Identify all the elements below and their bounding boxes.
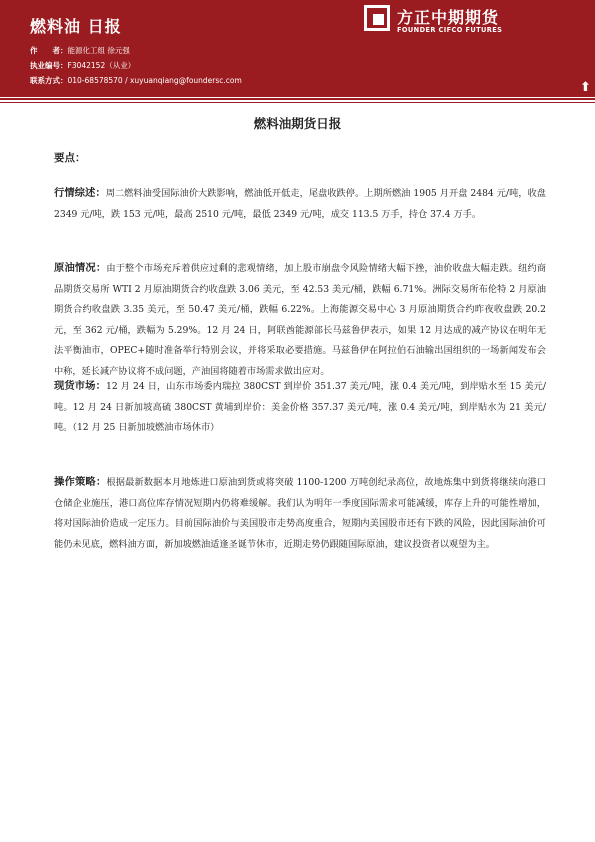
logo-chinese-name: 方正中期期货 (397, 8, 500, 27)
key-points-heading: 要点： (54, 152, 86, 164)
section-heading: 原油情况： (54, 262, 107, 274)
section-heading: 行情综述： (54, 187, 106, 199)
section-heading: 现货市场： (54, 380, 106, 392)
header-divider (0, 98, 595, 100)
up-arrow-icon[interactable]: ⬆ (580, 80, 591, 95)
header-banner (0, 0, 595, 97)
section-heading: 操作策略： (54, 476, 107, 488)
author-line (30, 45, 130, 56)
section-crude-oil (54, 258, 546, 382)
section-body: 根据最新数据本月地炼进口原油到货或将突破 1100-1200 万吨创纪录高位，故地炼集中到货将继续向港口仓储企业施压，港口高位库存情况短期内仍将难缓解。我们认为明年一季度国际需求可能减缓，库存上升的可能性增加，将对国际油价造成一定压力。目前国际油价与美国股市走势高度重合，短期内美国股市还有下跌的风险，因此国际油价可能仍未见底，燃料油方面，新加坡燃油适逢圣诞节休市，近期走势仍跟随国际原油，建议投资者以观望为主。 (54, 477, 546, 550)
contact-line (30, 75, 242, 86)
section-body: 周二燃料油受国际油价大跌影响，燃油低开低走，尾盘收跌停。上期所燃油 1905 月开盘 2484 元/吨，收盘 2349 元/吨，跌 153 元/吨，最高 2510 元/吨，最低 2349 元/吨，成交 113.5 万手，持仓 37.4 万手。 (54, 188, 546, 220)
section-spot-market (54, 376, 546, 439)
author-label: 作 者： (30, 46, 68, 55)
section-market-overview (54, 183, 546, 225)
section-body: 12 月 24 日，山东市场委内瑞拉 380CST 到岸价 351.37 美元/吨，涨 0.4 美元/吨，到岸贴水至 15 美元/吨。12 月 24 日新加坡高硫 380CST 黄埔到岸价：美金价格 357.37 美元/吨，涨 0.4 美元/吨，到岸贴水为 21 美元/吨。（12 月 25 日新加坡燃油市场休市） (54, 381, 547, 433)
section-strategy (54, 472, 546, 555)
license-line (30, 60, 135, 71)
license-value: F3042152（从业） (67, 61, 136, 70)
logo-mark-icon (364, 5, 390, 31)
company-logo (364, 5, 564, 37)
author-value: 能源化工组 徐元强 (67, 46, 130, 55)
logo-english-name: FOUNDER CIFCO FUTURES (397, 26, 503, 34)
contact-label: 联系方式： (30, 76, 68, 85)
report-title: 燃料油 日报 (30, 17, 122, 36)
section-body: 由于整个市场充斥着供应过剩的悲观情绪，加上股市崩盘令风险情绪大幅下挫，油价收盘大幅走跌。纽约商品期货交易所 WTI 2 月原油期货合约收盘跌 3.06 美元，至 42.53 美元/桶，跌幅 6.71%。洲际交易所布伦特 2 月原油期货合约收盘跌 3.35 美元，至 50.47 美元/桶，跌幅 6.22%。上海能源交易中心 3 月原油期货合约昨夜收盘跌 20.2 元，至 362 元/桶，跌幅为 5.29%。12 月 24 日，阿联酋能源部长马兹鲁伊表示，如果 12 月达成的减产协议在明年无法平衡油市，OPEC+随时准备举行特别会议，并将采取必要措施。马兹鲁伊在阿拉伯石油输出国组织的一场新闻发布会中称，延长减产协议将不成问题，产油国将随着市场需求做出应对。 (54, 263, 547, 377)
license-label: 执业编号： (30, 61, 68, 70)
header-divider-thin (0, 102, 595, 103)
document-title: 燃料油期货日报 (253, 116, 342, 131)
contact-value: 010-68578570 / xuyuanqiang@foundersc.com (67, 76, 242, 85)
